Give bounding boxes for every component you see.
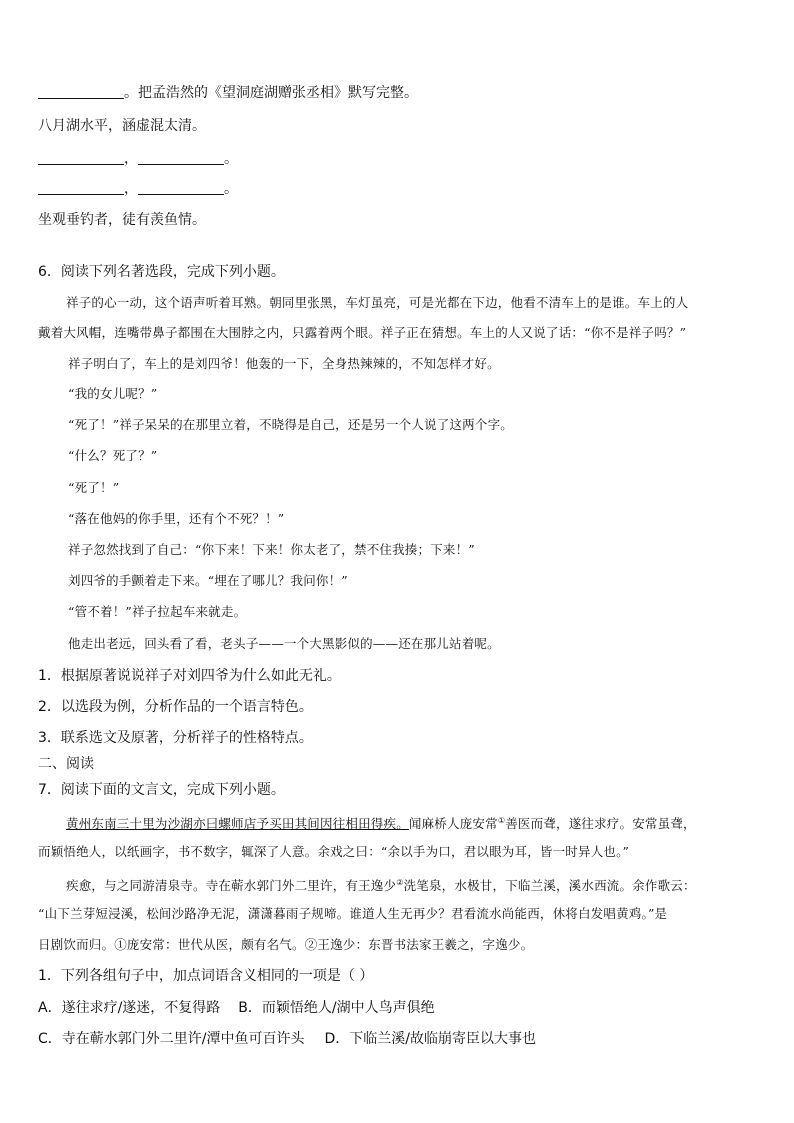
passage-6-p1a [38,294,758,312]
question-6-title: 6．阅读下列名著选段，完成下列小题。 [38,264,285,280]
poem-blank-line-3 [38,180,758,198]
question-6-sub-1: 1．根据原著说说祥子对刘四爷为什么如此无礼。 [38,668,341,684]
option-d: D．下临兰溪/故临崩寄臣以大事也 [324,1031,536,1047]
answer-blank [138,180,224,195]
question-7-title: 7．阅读下面的文言文，完成下列小题。 [38,782,285,798]
poem-line-1: 八月湖水平，涵虚混太清。 [38,118,206,134]
question-7-options-ab [38,999,758,1017]
passage-7-p1b: 而颖悟绝人，以纸画字，书不数字，辄深了人意。余戏之曰：“余以手为口，君以眼为耳，皆一时异人也。” [38,844,630,859]
question-7-sub-1: 1．下列各组句子中，加点词语含义相同的一项是（ ） [38,968,374,984]
poem-instruction-line [38,84,758,102]
passage-text: 疾愈，与之同游清泉寺。寺在蕲水郭门外二里许，有王逸少 [66,878,397,894]
comma: ， [124,151,138,167]
passage-text: 洗笔泉，水极甘，下临兰溪，溪水西流。余作歌云： [403,878,696,894]
option-b: B．而颖悟绝人/湖中人鸟声俱绝 [238,1000,435,1016]
answer-blank [38,150,124,165]
period: 。 [224,181,238,197]
passage-6-p2: 祥子明白了，车上的是刘四爷！他轰的一下，全身热辣辣的，不知怎样才好。 [68,356,500,371]
footnote-marker: ② [396,878,404,887]
underlined-sentence: 黄州东南三十里为沙湖亦曰螺师店予买田其间因往相田得疾。 [66,816,409,832]
passage-text: 善医而聋，遂往求疗。安常虽聋， [505,816,696,832]
section-2-heading: 二、阅读 [38,756,94,772]
question-7-options-cd [38,1030,758,1048]
option-a: A．遂往求疗/遂迷，不复得路 [38,1000,221,1016]
passage-6-p6: “死了！” [68,480,120,495]
passage-7-p2b: “山下兰芽短浸溪，松间沙路净无泥，潇潇暮雨子规啼。谁道人生无再少？君看流水尚能西，休将白发唱黄鸡。”是 [38,906,668,921]
passage-6-p10: “管不着！”祥子拉起车来就走。 [68,604,247,619]
answer-blank [38,180,124,195]
poem-blank-line-2 [38,150,758,168]
option-c: C．寺在蕲水郭门外二里许/潭中鱼可百许头 [38,1031,305,1047]
footnote-marker: ① [497,816,506,825]
answer-blank [138,150,224,165]
passage-6-p3: “我的女儿呢？” [68,386,158,401]
passage-6-p7: “落在他妈的你手里，还有个不死？！” [68,511,285,526]
passage-6-p4: “死了！”祥子呆呆的在那里立着，不晓得是自己，还是另一个人说了这两个字。 [68,417,513,432]
passage-7-p2a [38,874,758,895]
passage-6-p1b: 戴着大风帽，连嘴带鼻子都围在大围脖之内，只露着两个眼。祥子正在猜想。车上的人又说了话：“你不是祥子吗？” [38,325,687,340]
question-6-sub-3: 3．联系选文及原著，分析祥子的性格特点。 [38,730,313,746]
poem-line-last: 坐观垂钓者，徒有羡鱼情。 [38,212,206,228]
period: 。 [224,151,238,167]
passage-6-p5: “什么？死了？” [68,448,158,463]
poem-instruction-text: 。把孟浩然的《望洞庭湖赠张丞相》默写完整。 [124,85,418,101]
passage-6-p9: 刘四爷的手颤着走下来。“埋在了哪儿？我问你！” [68,573,348,588]
passage-text: 闻麻桥人庞安常 [408,816,498,832]
answer-blank [38,84,124,99]
comma: ， [124,181,138,197]
passage-7-p1a [38,812,758,833]
question-6-sub-2: 2．以选段为例，分析作品的一个语言特色。 [38,699,313,715]
passage-7-p2c: 日剧饮而归。①庞安常：世代从医，颇有名气。②王逸少：东晋书法家王羲之，字逸少。 [38,937,534,952]
passage-6-p8: 祥子忽然找到了自己：“你下来！下来！你太老了，禁不住我揍；下来！” [68,542,475,557]
passage-6-p11: 他走出老远，回头看了看，老头子——一个大黑影似的——还在那儿站着呢。 [68,636,500,651]
passage-text: 祥子的心一动，这个语声听着耳熟。朝同里张黑，车灯虽亮，可是光都在下边，他看不清车上的是谁。车上的人 [66,295,689,310]
